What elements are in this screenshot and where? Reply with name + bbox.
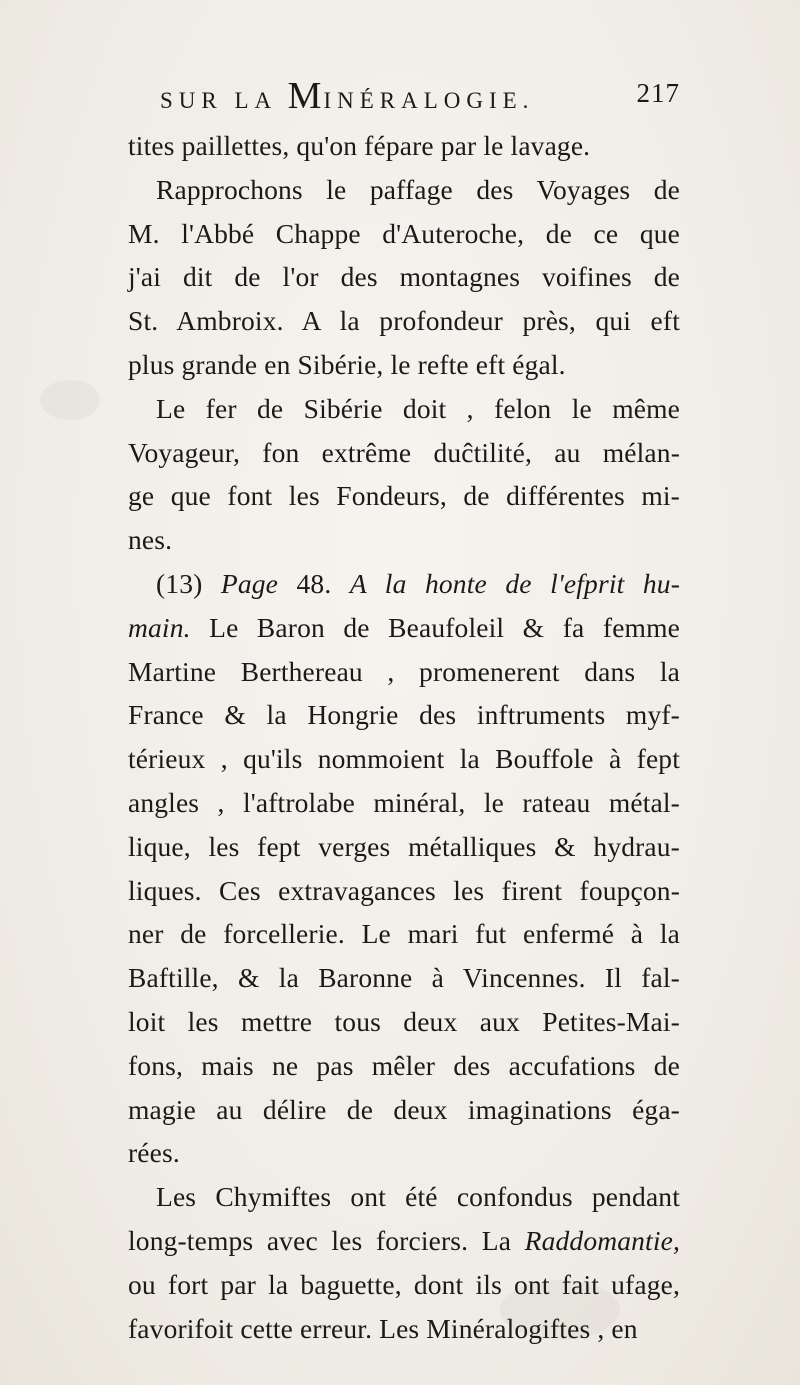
italic-text-segment: Page — [220, 567, 279, 599]
italic-text-segment: main. — [128, 611, 191, 643]
text-segment: Le Baron de Beaufoleil & fa femme — [190, 611, 680, 643]
text-segment: ner de forcellerie. Le mari fut enfermé à la — [128, 918, 680, 950]
text-segment: Baftille, & la Baronne à Vincennes. Il fal- — [128, 962, 680, 994]
text-segment: (13) — [156, 567, 221, 599]
running-head-initial: M — [287, 75, 324, 117]
text-segment: tites paillettes, qu'on fépare par le lavage. — [128, 130, 591, 161]
text-line — [128, 693, 680, 737]
text-segment: plus grande en Sibérie, le refte eft égal. — [128, 348, 566, 380]
text-line — [128, 212, 680, 256]
text-line — [128, 912, 680, 956]
text-segment: nes. — [128, 524, 173, 556]
text-segment: Martine Berthereau , promenerent dans la — [128, 655, 680, 687]
text-segment: térieux , qu'ils nommoient la Bouffole à fept — [128, 743, 680, 775]
text-line — [128, 650, 680, 694]
text-line — [128, 1088, 680, 1132]
text-segment: angles , l'aftrolabe minéral, le rateau métal- — [128, 786, 680, 818]
text-line — [128, 168, 680, 212]
text-line — [128, 124, 680, 168]
text-line — [128, 1307, 680, 1351]
text-segment: Voyageur, fon extrême duĉtilité, au mélan- — [128, 436, 680, 468]
text-line — [128, 781, 680, 825]
text-segment: lique, les fept verges métalliques & hydrau- — [128, 830, 680, 862]
text-line — [128, 1219, 680, 1263]
text-line — [128, 255, 680, 299]
text-segment: j'ai dit de l'or des montagnes voifines de — [128, 261, 680, 293]
text-segment: loit les mettre tous deux aux Petites-Mai- — [128, 1005, 680, 1037]
text-line — [128, 518, 680, 562]
text-segment: magie au délire de deux imaginations éga- — [128, 1093, 680, 1125]
text-line — [128, 1131, 680, 1175]
text-line — [128, 387, 680, 431]
text-segment: France & la Hongrie des inftruments myf- — [128, 699, 680, 731]
running-head — [160, 74, 534, 118]
text-line — [128, 431, 680, 475]
text-segment: liques. Ces extravagances les firent foupçon- — [128, 874, 680, 906]
text-segment: Le fer de Sibérie doit , felon le même — [156, 392, 680, 424]
text-segment: ge que font les Fondeurs, de différentes mi- — [128, 480, 680, 512]
running-head-prefix: SUR LA — [160, 88, 288, 113]
text-line — [128, 606, 680, 650]
text-line — [128, 1000, 680, 1044]
text-line — [128, 737, 680, 781]
text-line — [128, 1044, 680, 1088]
text-line — [128, 825, 680, 869]
text-segment: fons, mais ne pas mêler des accufations de — [128, 1049, 680, 1081]
text-segment: ou fort par la baguette, dont ils ont fait ufage, — [128, 1268, 680, 1300]
text-segment: St. Ambroix. A la profondeur près, qui eft — [128, 305, 680, 337]
text-segment: 48. — [278, 567, 350, 599]
text-segment: favorifoit cette erreur. Les Minéralogiftes , en — [128, 1312, 638, 1344]
page-header — [160, 74, 680, 118]
text-line — [128, 1263, 680, 1307]
text-segment: Les Chymiftes ont été confondus pendant — [156, 1181, 680, 1213]
paper-smudge — [40, 380, 100, 420]
text-line — [128, 869, 680, 913]
text-line — [128, 474, 680, 518]
body-text — [128, 124, 680, 1350]
text-line — [128, 1175, 680, 1219]
text-line — [128, 562, 680, 606]
page-number: 217 — [636, 78, 680, 108]
running-head-rest: INÉRALOGIE. — [323, 88, 535, 113]
text-line — [128, 956, 680, 1000]
text-line — [128, 343, 680, 387]
text-line — [128, 299, 680, 343]
text-segment: M. l'Abbé Chappe d'Auteroche, de ce que — [128, 217, 680, 249]
text-segment: rées. — [128, 1137, 180, 1169]
italic-text-segment: A la honte de l'efprit hu- — [349, 567, 680, 599]
text-segment: long-temps avec les forciers. La — [128, 1224, 525, 1256]
italic-text-segment: Raddomantie, — [524, 1224, 680, 1256]
text-segment: Rapprochons le paffage des Voyages de — [156, 173, 680, 205]
